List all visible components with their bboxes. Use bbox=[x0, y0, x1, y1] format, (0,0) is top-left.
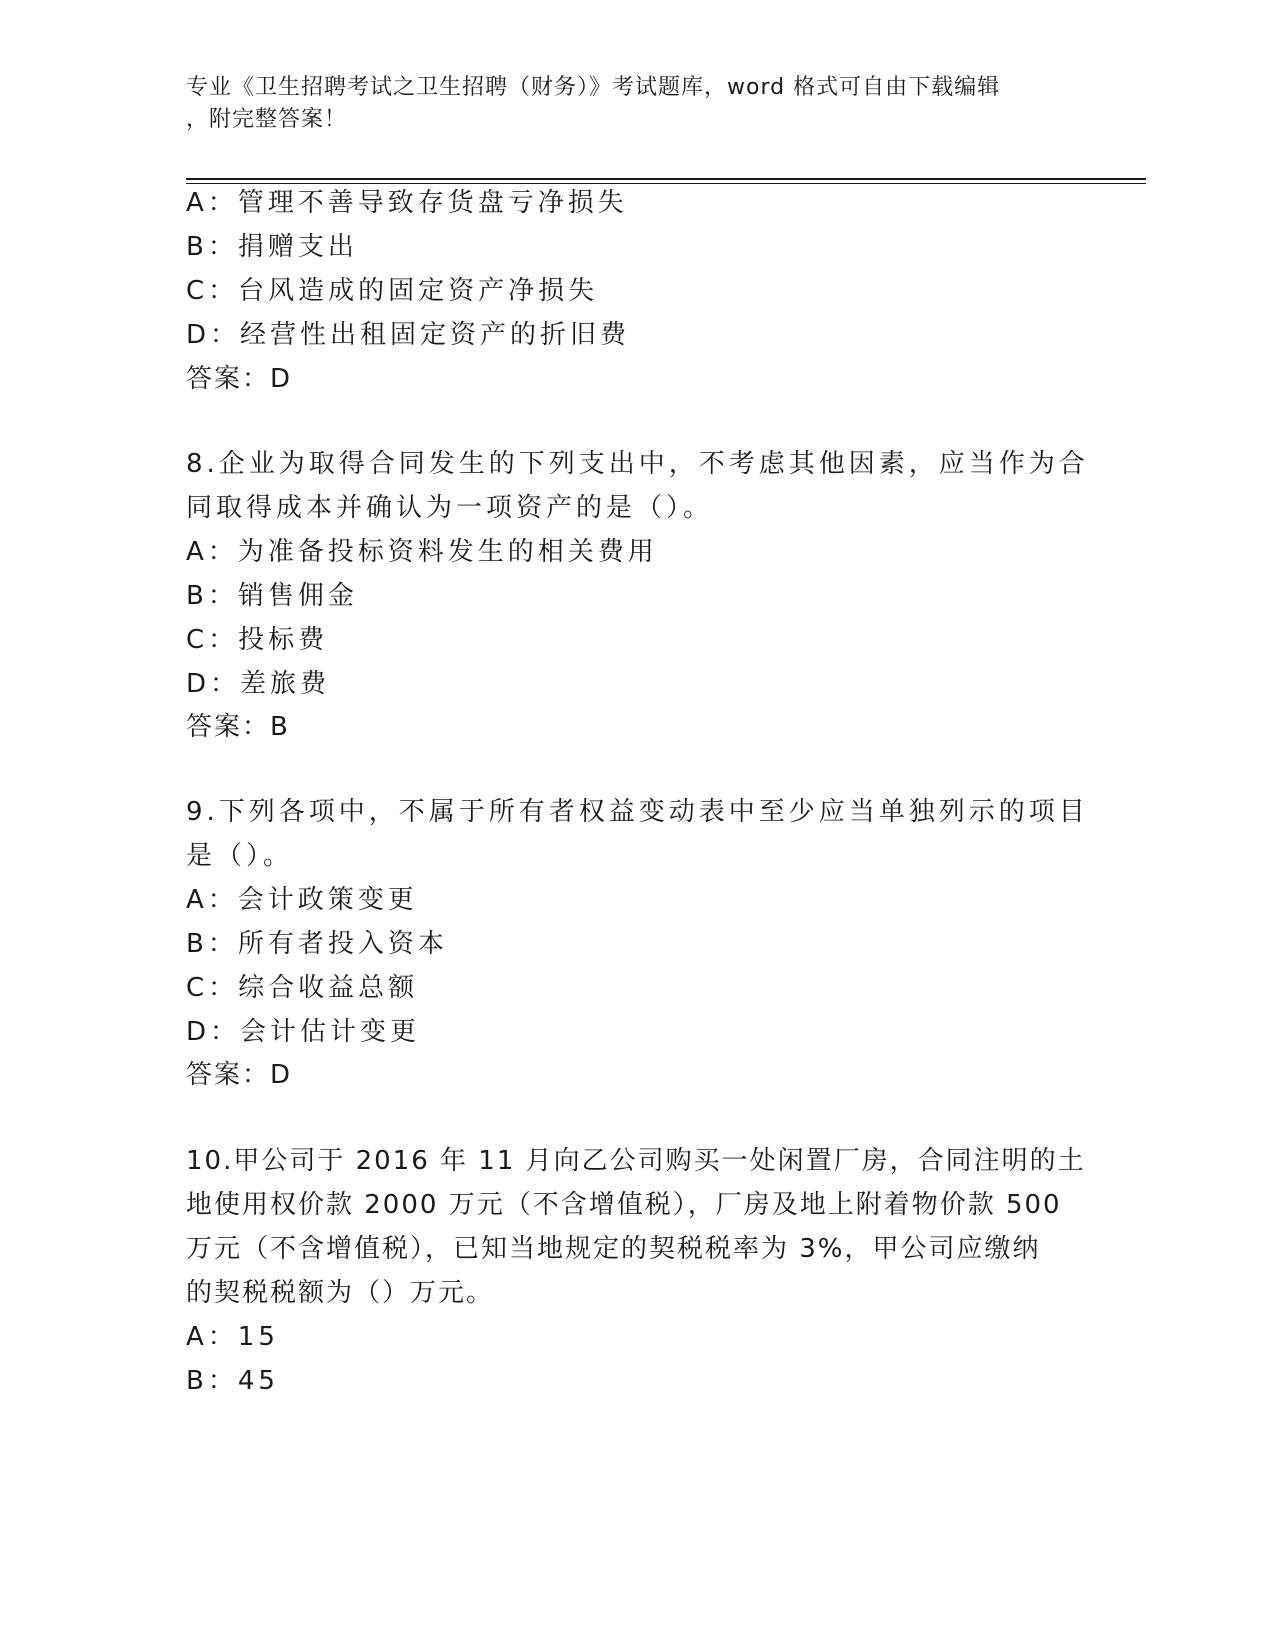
q9-option-b: B：所有者投入资本 bbox=[186, 929, 448, 959]
q9-option-c: C：综合收益总额 bbox=[186, 973, 419, 1003]
q9-option-a: A：会计政策变更 bbox=[186, 885, 418, 915]
q10-stem-line-4: 的契税税额为（）万元。 bbox=[186, 1278, 495, 1308]
q8-stem-line-1: 8.企业为取得合同发生的下列支出中，不考虑其他因素，应当作为合 bbox=[186, 449, 1089, 479]
q7-answer: 答案：D bbox=[186, 364, 293, 394]
q10-stem-line-3: 万元（不含增值税），已知当地规定的契税税率为 3%，甲公司应缴纳 bbox=[186, 1234, 1041, 1264]
q9-answer: 答案：D bbox=[186, 1060, 293, 1090]
q8-answer: 答案：B bbox=[186, 712, 290, 742]
q10-option-a: A：15 bbox=[186, 1322, 279, 1352]
q8-option-b: B：销售佣金 bbox=[186, 581, 358, 611]
q9-stem-line-1: 9.下列各项中，不属于所有者权益变动表中至少应当单独列示的项目 bbox=[186, 797, 1089, 827]
q7-option-b: B：捐赠支出 bbox=[186, 232, 358, 262]
q9-option-d: D：会计估计变更 bbox=[186, 1017, 421, 1047]
q8-option-a: A：为准备投标资料发生的相关费用 bbox=[186, 537, 658, 567]
q8-option-c: C：投标费 bbox=[186, 625, 329, 655]
document-header bbox=[186, 72, 1066, 136]
q10-stem-line-1: 10.甲公司于 2016 年 11 月向乙公司购买一处闲置厂房，合同注明的土 bbox=[186, 1146, 1086, 1176]
q8-stem-line-2: 同取得成本并确认为一项资产的是（）。 bbox=[186, 493, 714, 523]
header-divider-thin bbox=[186, 183, 1146, 184]
q7-option-c: C：台风造成的固定资产净损失 bbox=[186, 276, 599, 306]
q8-option-d: D：差旅费 bbox=[186, 669, 331, 699]
q7-option-a: A：管理不善导致存货盘亏净损失 bbox=[186, 188, 628, 218]
q10-stem-line-2: 地使用权价款 2000 万元（不含增值税），厂房及地上附着物价款 500 bbox=[186, 1190, 1062, 1220]
q7-option-d: D：经营性出租固定资产的折旧费 bbox=[186, 320, 631, 350]
header-line-1: 专业《卫生招聘考试之卫生招聘（财务）》考试题库，word 格式可自由下载编辑 bbox=[186, 75, 1001, 100]
q10-option-b: B：45 bbox=[186, 1366, 279, 1396]
header-divider-thick bbox=[186, 178, 1146, 180]
q9-stem-line-2: 是（）。 bbox=[186, 841, 294, 871]
header-line-2: ，附完整答案！ bbox=[186, 107, 348, 132]
